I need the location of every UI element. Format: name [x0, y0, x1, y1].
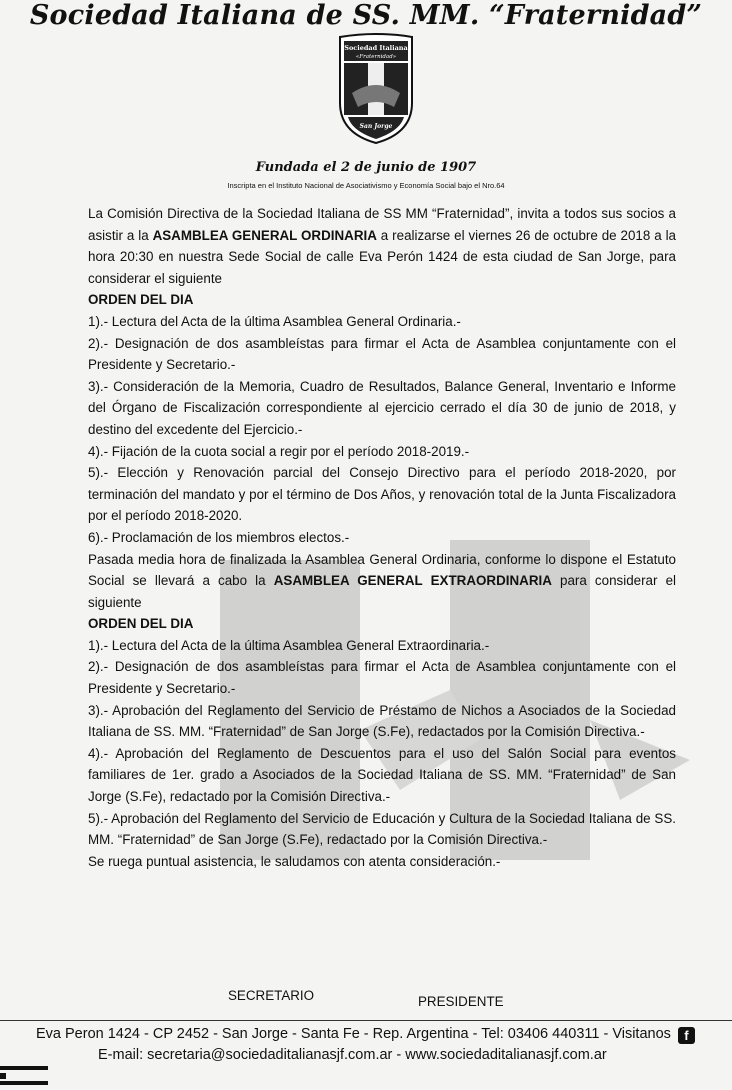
intro-paragraph	[88, 203, 676, 289]
intro-text-before: La Comisión Directiva de la Sociedad Italiana de SS MM “Fraternidad”, invita a todos sus socios a asistir a la	[88, 206, 676, 243]
orden2-item: 1).- Lectura del Acta de la última Asamblea General Extraordinaria.-	[88, 637, 490, 653]
extra-text-after: para considerar el siguiente	[88, 573, 677, 610]
orden2-item: 2).- Designación de dos asambleístas para firmar el Acta de Asamblea conjuntamente con el Presidente y Secretario.-	[88, 659, 676, 697]
orden1-item: 5).- Elección y Renovación parcial del Consejo Directivo para el período 2018-2020, por terminación del mandato y por el término de Dos Años, y renovación total de la Junta Fiscalizadora por el período 2018-2020.	[88, 465, 676, 524]
logo-text-bottom: San Jorge	[359, 123, 393, 130]
orden1-heading: ORDEN DEL DIA	[88, 292, 194, 308]
extra-paragraph	[88, 549, 676, 614]
footer-address-line	[36, 1026, 695, 1044]
closing-line: Se ruega puntual asistencia, le saludamos con atenta consideración.-	[88, 853, 501, 869]
extra-text-before: Pasada media hora de finalizada la Asamblea General Ordinaria, conforme lo dispone el Estatuto Social se llevará a cabo la	[88, 551, 676, 589]
intro-text-after: a realizarse el viernes 26 de octubre de 2018 a la hora 20:30 en nuestra Sede Social de calle Eva Perón 1424 de esta ciudad de San Jorge, para considerar el siguiente	[88, 227, 676, 286]
orden1-item: 2).- Designación de dos asambleístas para firmar el Acta de Asamblea conjuntamente con el Presidente y Secretario.-	[88, 335, 676, 373]
orden1-item: 1).- Lectura del Acta de la última Asamblea General Ordinaria.-	[88, 313, 461, 329]
facebook-icon[interactable]: f	[678, 1027, 695, 1044]
orden2-item: 3).- Aprobación del Reglamento del Servicio de Préstamo de Nichos a Asociados de la Sociedad Italiana de SS. MM. “Fraternidad” de San Jorge (S.Fe), redactados por la Comisión Directiva.-	[88, 702, 676, 740]
signature-presidente: PRESIDENTE	[418, 994, 504, 1009]
orden2-heading: ORDEN DEL DIA	[88, 616, 194, 632]
orden2-item: 5).- Aprobación del Reglamento del Servicio de Educación y Cultura de la Sociedad Italiana de SS. MM. “Fraternidad” de San Jorge (S.Fe), redactado por la Comisión Directiva.-	[88, 810, 676, 848]
logo-text-top-2: «Fraternidad»	[355, 54, 397, 60]
signature-secretario: SECRETARIO	[228, 988, 315, 1003]
orden2-item: 4).- Aprobación del Reglamento de Descuentos para el uso del Salón Social para eventos familiares de 1er. grado a Asociados de la Sociedad Italiana de SS. MM. “Fraternidad” de San Jorge (S.Fe), redactado por la Comisión Directiva.-	[88, 745, 676, 805]
notice-body	[88, 203, 676, 872]
orden1-item: 3).- Consideración de la Memoria, Cuadro de Resultados, Balance General, Inventario e Informe del Órgano de Fiscalización correspondiente al ejercicio cerrado el día 30 de junio de 2018, y destino del excedente del Ejercicio.-	[88, 378, 676, 437]
registration-note: Inscripta en el Instituto Nacional de Asociativismo y Economía Social bajo el Nro.64	[227, 181, 505, 190]
logo-text-top-1: Sociedad Italiana	[344, 44, 408, 52]
footer-contact-line: E-mail: secretaria@sociedaditalianasjf.com.ar - www.sociedaditalianasjf.com.ar	[98, 1047, 607, 1063]
corner-bars-icon	[0, 1064, 48, 1086]
orden1-item: 6).- Proclamación de los miembros electos.-	[88, 529, 350, 545]
footer-address: Eva Peron 1424 - CP 2452 - San Jorge - Santa Fe - Rep. Argentina - Tel: 03406 440311 - Visitanos	[36, 1026, 671, 1042]
orden1-item: 4).- Fijación de la cuota social a regir por el período 2018-2019.-	[88, 443, 470, 459]
footer-divider	[0, 1020, 732, 1021]
intro-bold: ASAMBLEA GENERAL ORDINARIA	[152, 227, 377, 243]
association-title: Sociedad Italiana de SS. MM. “Fraternidad”	[29, 0, 703, 31]
founded-date: Fundada el 2 de junio de 1907	[255, 160, 477, 175]
association-shield-logo-icon	[338, 33, 414, 145]
extra-bold: ASAMBLEA GENERAL EXTRAORDINARIA	[273, 573, 552, 589]
